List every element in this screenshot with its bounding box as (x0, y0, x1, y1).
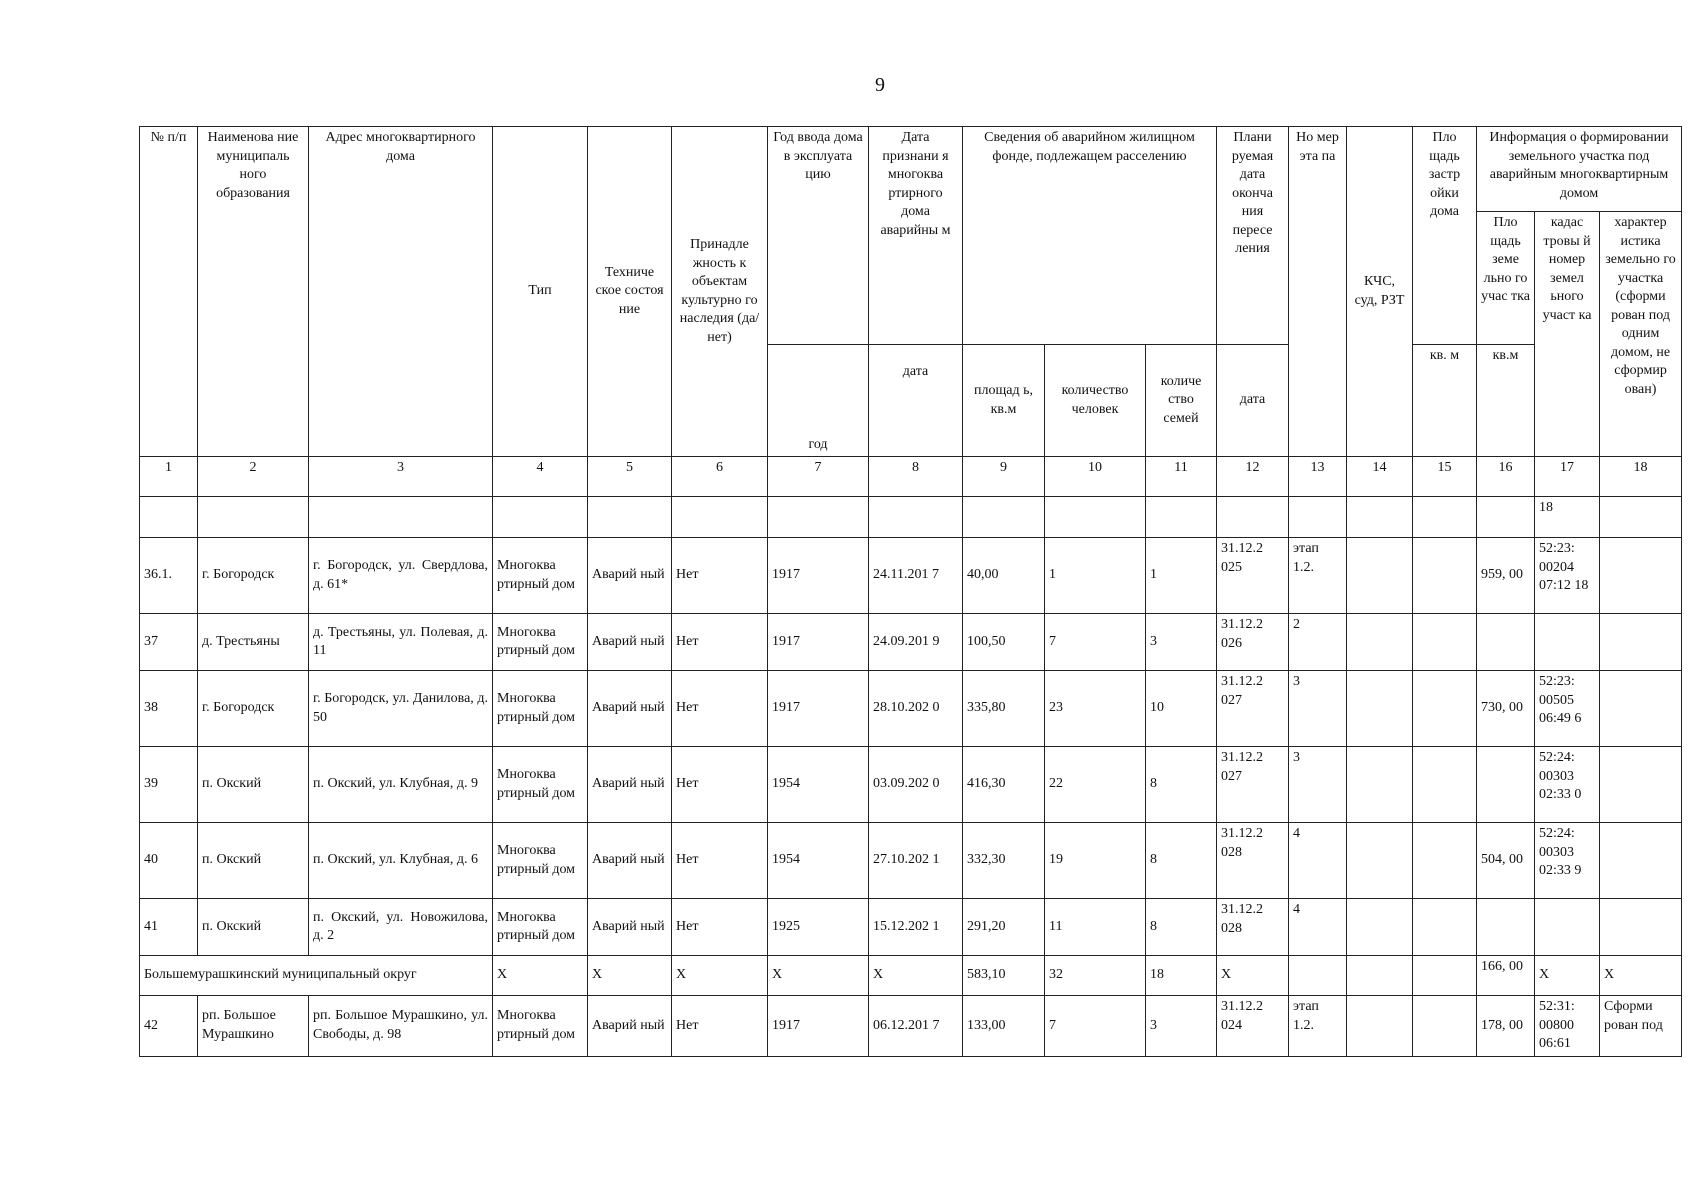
cell-municipality: п. Окский (198, 747, 309, 823)
cell-families: 3 (1146, 614, 1217, 671)
table-row (140, 747, 1682, 823)
header-cell: Но мер эта па (1289, 127, 1347, 457)
column-number: 6 (672, 457, 768, 497)
header-cell: Пло щадь земе льно го учас тка (1477, 212, 1535, 345)
header-cell: Год ввода дома в эксплуата цию (768, 127, 869, 345)
column-number: 14 (1347, 457, 1413, 497)
cell-kchs (1347, 956, 1413, 996)
cell-building-area (1413, 899, 1477, 956)
table-row (140, 614, 1682, 671)
cell-address: д. Трестьяны, ул. Полевая, д. 11 (309, 614, 493, 671)
cell-land-char (1600, 538, 1682, 614)
cell-cadastral (1535, 899, 1600, 956)
cell-address: г. Богородск, ул. Свердлова, д. 61* (309, 538, 493, 614)
cell-people: 19 (1045, 823, 1146, 899)
cell-state: Аварий ный (588, 614, 672, 671)
cell-planned-date: 31.12.2 026 (1217, 614, 1289, 671)
column-number: 15 (1413, 457, 1477, 497)
carry-row (140, 497, 1682, 538)
cell-date: 27.10.202 1 (869, 823, 963, 899)
cell-land-area: 959, 00 (1477, 538, 1535, 614)
cell-building-area (1413, 823, 1477, 899)
cell-state: Аварий ный (588, 996, 672, 1057)
subtotal-row (140, 956, 1682, 996)
cell-people: 7 (1045, 996, 1146, 1057)
cell-stage: 3 (1289, 671, 1347, 747)
cell-cadastral: 52:24: 00303 02:33 0 (1535, 747, 1600, 823)
cell-building-area (1413, 671, 1477, 747)
cell-planned-date: 31.12.2 028 (1217, 823, 1289, 899)
column-number: 10 (1045, 457, 1146, 497)
cell-families: 8 (1146, 899, 1217, 956)
cell-date: 06.12.201 7 (869, 996, 963, 1057)
header-cell: Плани руемая дата оконча ния пересе ления (1217, 127, 1289, 345)
page-number: 9 (875, 74, 885, 96)
cell-land-area: 178, 00 (1477, 996, 1535, 1057)
cell-number: 39 (140, 747, 198, 823)
cell-cultural: Нет (672, 823, 768, 899)
cell-planned-date: 31.12.2 027 (1217, 671, 1289, 747)
cell-year: 1954 (768, 747, 869, 823)
subtotal-label: Большемурашкинский муниципальный округ (140, 956, 493, 996)
cell-date: 28.10.202 0 (869, 671, 963, 747)
cell-families: 8 (1146, 747, 1217, 823)
header-cell: Информация о формировании земельного участка под аварийным многоквартирным домом (1477, 127, 1682, 212)
cell-area: 335,80 (963, 671, 1045, 747)
cell-stage: 4 (1289, 823, 1347, 899)
header-cell: дата (869, 345, 963, 457)
cell-date: 03.09.202 0 (869, 747, 963, 823)
cell-address: п. Окский, ул. Клубная, д. 6 (309, 823, 493, 899)
cell-kchs (1347, 747, 1413, 823)
cell-planned-date: 31.12.2 027 (1217, 747, 1289, 823)
cell-families: 10 (1146, 671, 1217, 747)
cell-families: 3 (1146, 996, 1217, 1057)
cell-stage: 4 (1289, 899, 1347, 956)
cell-area: 291,20 (963, 899, 1045, 956)
cell-type: Многоква ртирный дом (493, 899, 588, 956)
header-cell: Пло щадь застр ойки дома (1413, 127, 1477, 345)
header-row-1 (140, 127, 1682, 212)
table-row (140, 996, 1682, 1057)
column-number: 3 (309, 457, 493, 497)
column-number: 17 (1535, 457, 1600, 497)
cell-land-char: X (1600, 956, 1682, 996)
cell-address: г. Богородск, ул. Данилова, д. 50 (309, 671, 493, 747)
cell-land-area (1477, 899, 1535, 956)
cell-land-area (1477, 747, 1535, 823)
cell-planned-date: 31.12.2 025 (1217, 538, 1289, 614)
cell-municipality: п. Окский (198, 823, 309, 899)
cell-cultural: Нет (672, 996, 768, 1057)
column-number: 12 (1217, 457, 1289, 497)
cell-land-area: 504, 00 (1477, 823, 1535, 899)
cell-kchs (1347, 996, 1413, 1057)
cell-land-area: 166, 00 (1477, 956, 1535, 996)
cell-type: Многоква ртирный дом (493, 747, 588, 823)
cell-kchs (1347, 899, 1413, 956)
cell-year: 1917 (768, 538, 869, 614)
column-number: 16 (1477, 457, 1535, 497)
cell-cadastral: 52:24: 00303 02:33 9 (1535, 823, 1600, 899)
cell-type: Многоква ртирный дом (493, 823, 588, 899)
header-cell: характер истика земельно го участка (сформи рован под одним домом, не сформир ован) (1600, 212, 1682, 457)
cell-families: 8 (1146, 823, 1217, 899)
cell-type: Многоква ртирный дом (493, 538, 588, 614)
cell-building-area (1413, 747, 1477, 823)
cell-kchs (1347, 614, 1413, 671)
table-row (140, 823, 1682, 899)
cell-planned-date: 31.12.2 024 (1217, 996, 1289, 1057)
cell-land-char (1600, 823, 1682, 899)
cell-land-char (1600, 671, 1682, 747)
cell-year: 1954 (768, 823, 869, 899)
cell-cultural: Нет (672, 538, 768, 614)
cell-number: 36.1. (140, 538, 198, 614)
column-number: 18 (1600, 457, 1682, 497)
cell-families: 1 (1146, 538, 1217, 614)
cell-kchs (1347, 823, 1413, 899)
cell-year: X (768, 956, 869, 996)
cell-land-char (1600, 614, 1682, 671)
header-cell: Принадле жность к объектам культурно го наследия (да/нет) (672, 127, 768, 457)
cell-state: Аварий ный (588, 671, 672, 747)
column-number-row (140, 457, 1682, 497)
cell-stage: 2 (1289, 614, 1347, 671)
cell-area: 332,30 (963, 823, 1045, 899)
cell-land-char (1600, 747, 1682, 823)
cell-people: 7 (1045, 614, 1146, 671)
cell-cultural: Нет (672, 614, 768, 671)
cell-stage: 3 (1289, 747, 1347, 823)
cell-kchs (1347, 671, 1413, 747)
cell-state: Аварий ный (588, 823, 672, 899)
cell-cadastral: 52:23: 00204 07:12 18 (1535, 538, 1600, 614)
header-cell: кв. м (1413, 345, 1477, 457)
column-number: 8 (869, 457, 963, 497)
header-cell: Наименова ние муниципаль ного образования (198, 127, 309, 457)
cell-date: 15.12.202 1 (869, 899, 963, 956)
cell-people: 23 (1045, 671, 1146, 747)
cell-building-area (1413, 996, 1477, 1057)
header-cell: год (768, 345, 869, 457)
cell-area: 583,10 (963, 956, 1045, 996)
emergency-housing-table (139, 126, 1682, 1057)
cell-cultural: X (672, 956, 768, 996)
cell-land-char: Сформи рован под (1600, 996, 1682, 1057)
column-number: 13 (1289, 457, 1347, 497)
cell-land-area (1477, 614, 1535, 671)
header-cell: Адрес многоквартирного дома (309, 127, 493, 457)
header-cell: Сведения об аварийном жилищном фонде, подлежащем расселению (963, 127, 1217, 345)
header-cell: Тип (493, 127, 588, 457)
cell-address: п. Окский, ул. Новожилова, д. 2 (309, 899, 493, 956)
cell-year: 1925 (768, 899, 869, 956)
cell-municipality: рп. Большое Мурашкино (198, 996, 309, 1057)
cell-year: 1917 (768, 671, 869, 747)
cell-planned-date: X (1217, 956, 1289, 996)
cell-building-area (1413, 538, 1477, 614)
cell-municipality: п. Окский (198, 899, 309, 956)
cell-cadastral: 52:23: 00505 06:49 6 (1535, 671, 1600, 747)
cell-kchs (1347, 538, 1413, 614)
header-cell: КЧС, суд, РЗТ (1347, 127, 1413, 457)
column-number: 1 (140, 457, 198, 497)
cell-state: X (588, 956, 672, 996)
cell-type: Многоква ртирный дом (493, 996, 588, 1057)
cell-year: 1917 (768, 614, 869, 671)
column-number: 7 (768, 457, 869, 497)
cell-type: Многоква ртирный дом (493, 671, 588, 747)
cell-stage: этап 1.2. (1289, 996, 1347, 1057)
cell-municipality: д. Трестьяны (198, 614, 309, 671)
cell-cadastral: X (1535, 956, 1600, 996)
cell-date: 24.11.201 7 (869, 538, 963, 614)
cell-address: рп. Большое Мурашкино, ул. Свободы, д. 98 (309, 996, 493, 1057)
cell-cadastral: 52:31: 00800 06:61 (1535, 996, 1600, 1057)
column-number: 11 (1146, 457, 1217, 497)
table-row (140, 538, 1682, 614)
header-cell: Дата признани я многоква ртирного дома аварийны м (869, 127, 963, 345)
table-row (140, 671, 1682, 747)
cell-year: 1917 (768, 996, 869, 1057)
cell-date: X (869, 956, 963, 996)
cell-number: 37 (140, 614, 198, 671)
cell-type: X (493, 956, 588, 996)
column-number: 2 (198, 457, 309, 497)
cell-municipality: г. Богородск (198, 538, 309, 614)
column-number: 5 (588, 457, 672, 497)
cell-address: п. Окский, ул. Клубная, д. 9 (309, 747, 493, 823)
cell-municipality: г. Богородск (198, 671, 309, 747)
cell-cultural: Нет (672, 899, 768, 956)
cell-number: 42 (140, 996, 198, 1057)
cell-land-char (1600, 899, 1682, 956)
cell-cultural: Нет (672, 671, 768, 747)
cell-area: 133,00 (963, 996, 1045, 1057)
cell-date: 24.09.201 9 (869, 614, 963, 671)
header-cell: количество человек (1045, 345, 1146, 457)
cell-people: 32 (1045, 956, 1146, 996)
header-cell: дата (1217, 345, 1289, 457)
cell-type: Многоква ртирный дом (493, 614, 588, 671)
header-cell: площад ь, кв.м (963, 345, 1045, 457)
cell-area: 40,00 (963, 538, 1045, 614)
header-cell: № п/п (140, 127, 198, 457)
column-number: 4 (493, 457, 588, 497)
cell-building-area (1413, 614, 1477, 671)
cell-state: Аварий ный (588, 538, 672, 614)
cell-cadastral (1535, 614, 1600, 671)
column-number: 9 (963, 457, 1045, 497)
cell-stage: этап 1.2. (1289, 538, 1347, 614)
header-cell: кадас тровы й номер земел ьного участ ка (1535, 212, 1600, 457)
cell-number: 38 (140, 671, 198, 747)
cell-people: 22 (1045, 747, 1146, 823)
cell-area: 100,50 (963, 614, 1045, 671)
cell-area: 416,30 (963, 747, 1045, 823)
cell-families: 18 (1146, 956, 1217, 996)
cell-people: 11 (1045, 899, 1146, 956)
cell-land-area: 730, 00 (1477, 671, 1535, 747)
header-cell: Техниче ское состоя ние (588, 127, 672, 457)
cell-cultural: Нет (672, 747, 768, 823)
cell-state: Аварий ный (588, 747, 672, 823)
cell-planned-date: 31.12.2 028 (1217, 899, 1289, 956)
cell-building-area (1413, 956, 1477, 996)
header-cell: кв.м (1477, 345, 1535, 457)
cell-number: 40 (140, 823, 198, 899)
cell-people: 1 (1045, 538, 1146, 614)
table-row (140, 899, 1682, 956)
cell-number: 41 (140, 899, 198, 956)
cell-state: Аварий ный (588, 899, 672, 956)
carry-cell: 18 (1535, 497, 1600, 538)
header-cell: количе ство семей (1146, 345, 1217, 457)
cell-stage (1289, 956, 1347, 996)
